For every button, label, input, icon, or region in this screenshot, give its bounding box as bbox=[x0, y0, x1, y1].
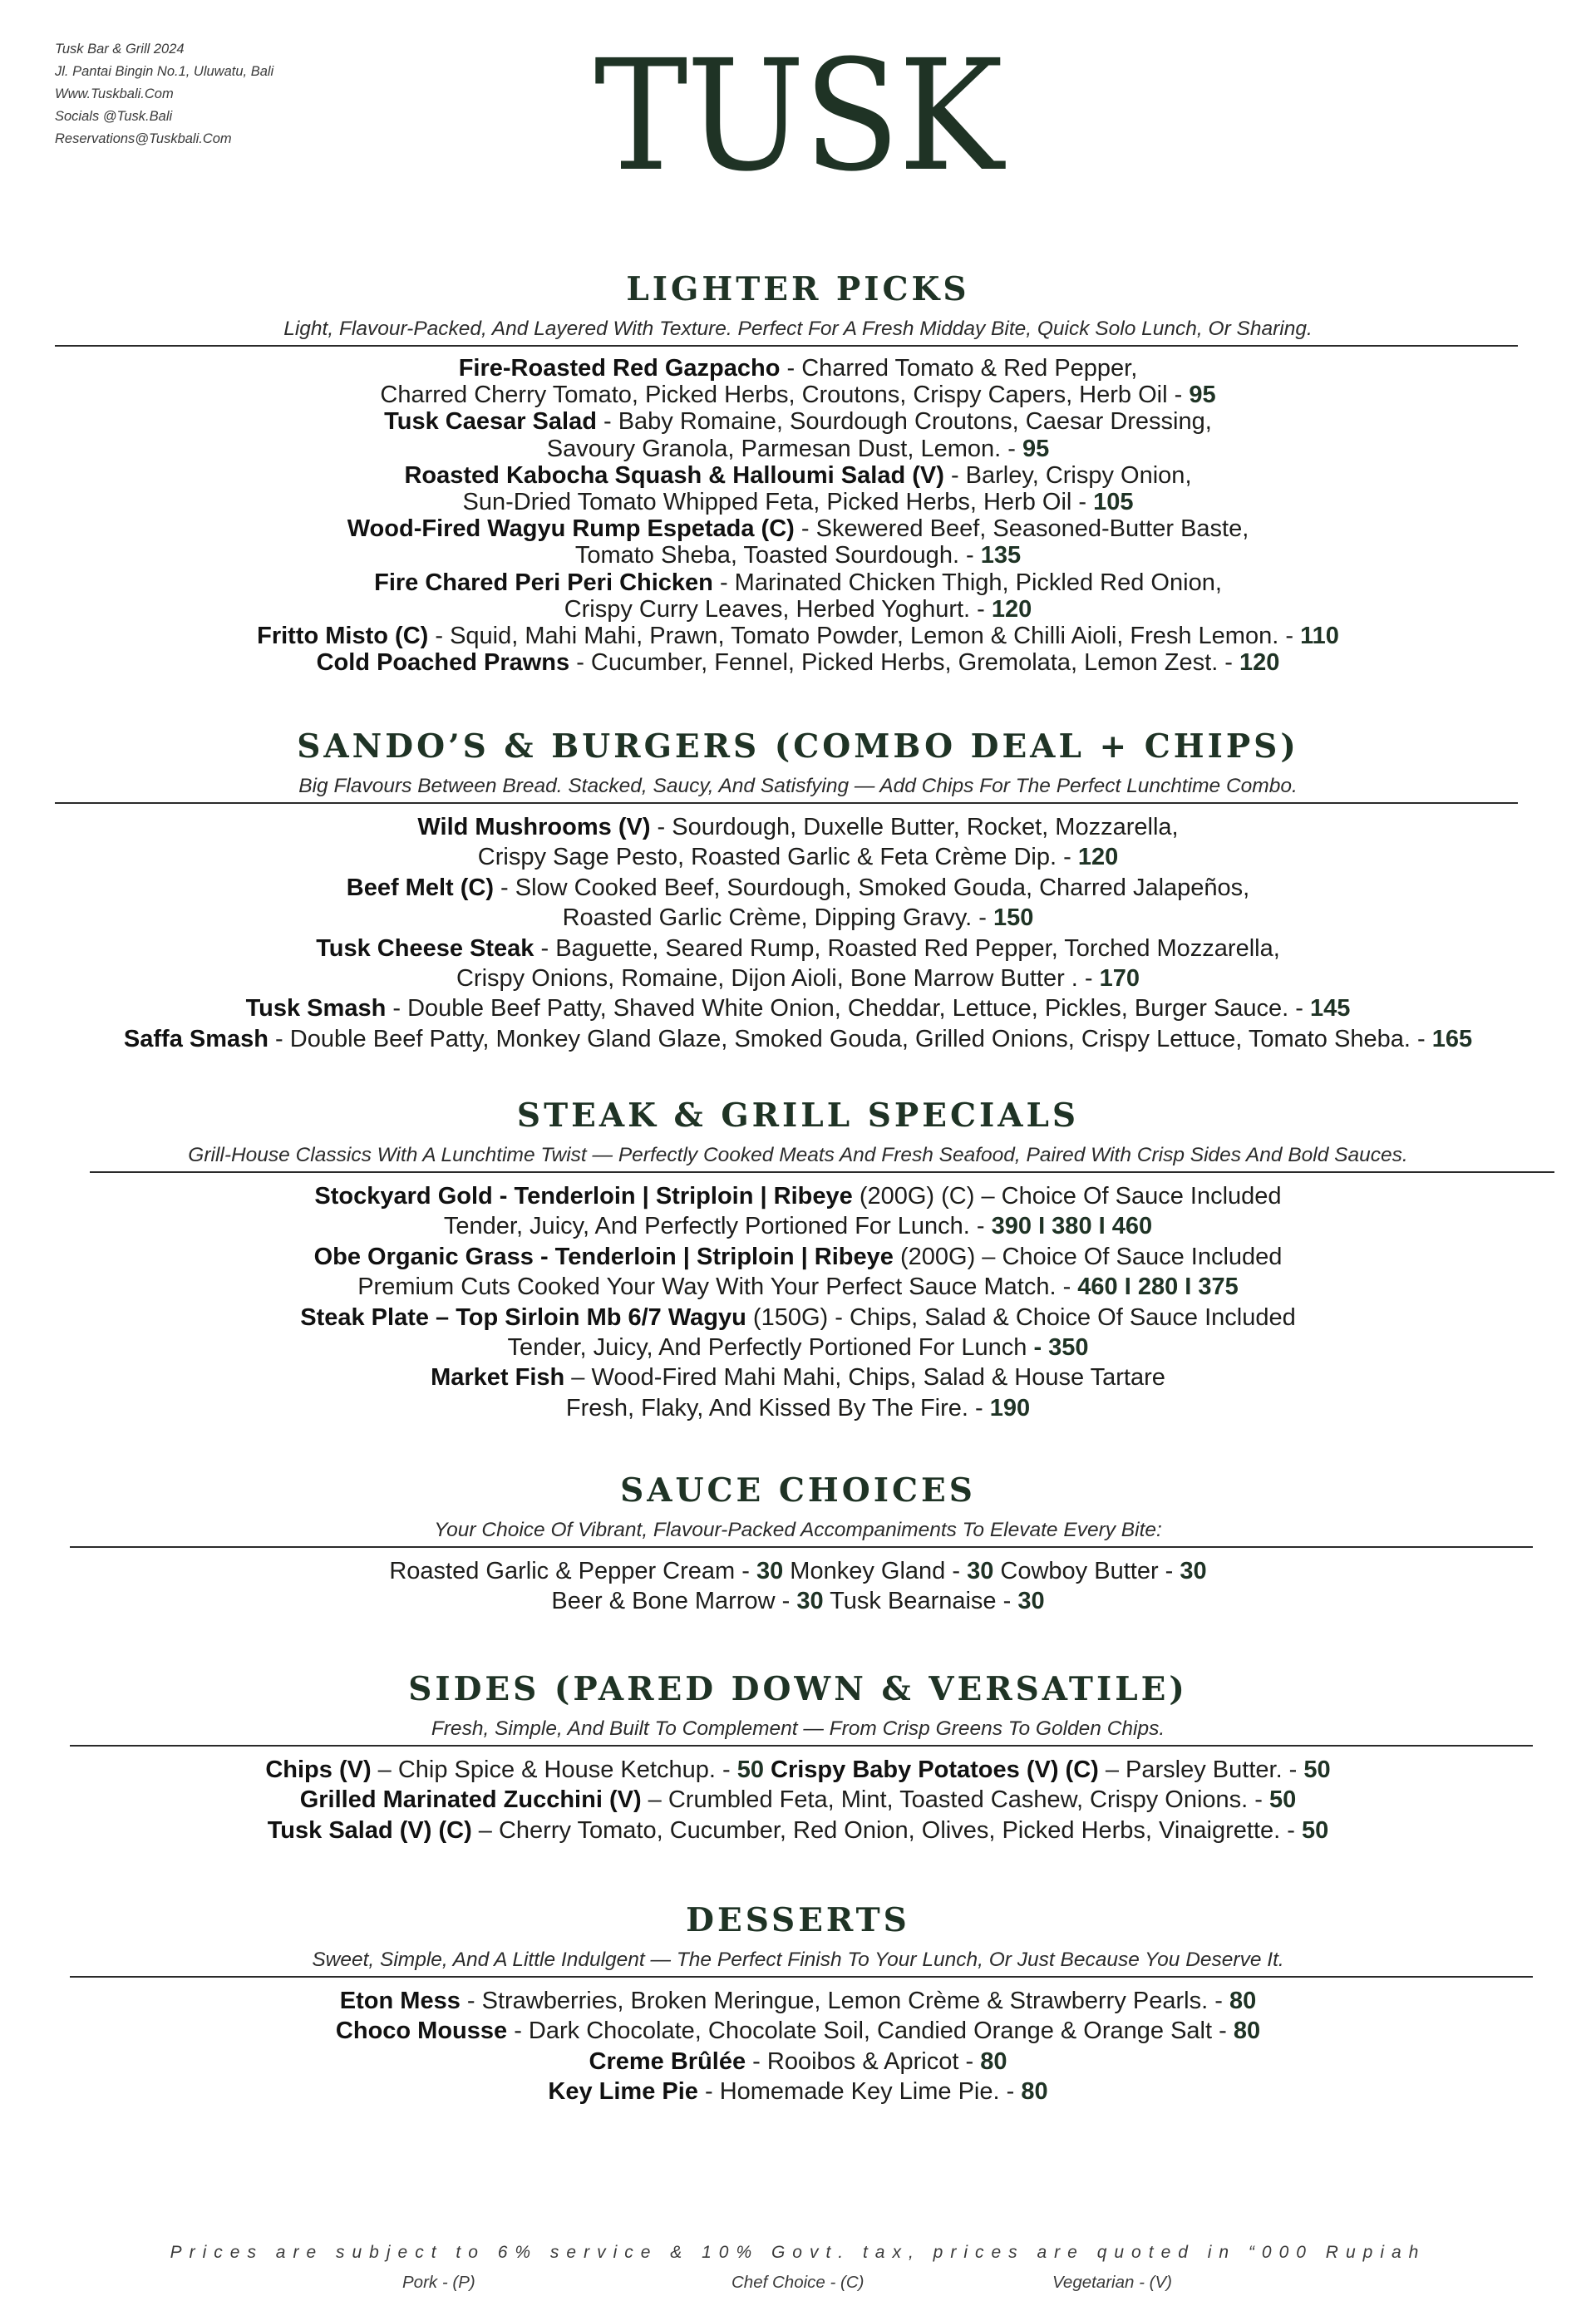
section-subtitle: Big Flavours Between Bread. Stacked, Saucy, And Satisfying — Add Chips For The Perfect Lunchtime Combo. bbox=[298, 775, 1298, 797]
item-price: 170 bbox=[1099, 965, 1140, 993]
item-name: Fire Chared Peri Peri Chicken bbox=[374, 569, 713, 596]
menu-line bbox=[0, 1816, 1596, 1845]
menu-line bbox=[0, 1362, 1596, 1392]
item-name: Chips (V) bbox=[265, 1757, 372, 1783]
item-name: Wood-Fired Wagyu Rump Espetada (C) bbox=[347, 515, 795, 543]
item-description: Roasted Garlic Crème, Dipping Gravy. - bbox=[562, 904, 993, 932]
divider bbox=[70, 1546, 1533, 1548]
item-price: 460 I 280 I 375 bbox=[1077, 1274, 1239, 1301]
item-price: - 350 bbox=[1033, 1334, 1089, 1362]
item-description: Charred Cherry Tomato, Picked Herbs, Croutons, Crispy Capers, Herb Oil - bbox=[380, 382, 1190, 409]
menu-line bbox=[0, 2016, 1596, 2046]
item-description: – Crumbled Feta, Mint, Toasted Cashew, Crispy Onions. - bbox=[641, 1786, 1269, 1814]
menu-line bbox=[0, 515, 1596, 542]
info-line: Jl. Pantai Bingin No.1, Uluwatu, Bali bbox=[55, 64, 274, 79]
item-name: Steak Plate – Top Sirloin Mb 6/7 Wagyu bbox=[300, 1303, 746, 1331]
info-line: Socials @Tusk.Bali bbox=[55, 109, 173, 124]
item-price: 390 I 380 I 460 bbox=[991, 1213, 1153, 1240]
section-sauce-choices bbox=[0, 1471, 1596, 1617]
item-description: - Baguette, Seared Rump, Roasted Red Pepper, Torched Mozzarella, bbox=[534, 934, 1280, 962]
legend-chef-choice: Chef Choice - (C) bbox=[732, 2273, 864, 2292]
item-description: - Baby Romaine, Sourdough Croutons, Caesar Dressing, bbox=[596, 408, 1212, 436]
item-name: Choco Mousse bbox=[335, 2018, 508, 2045]
item-price: 150 bbox=[993, 904, 1034, 932]
item-name: Stockyard Gold - Tenderloin | Striploin | Ribeye bbox=[314, 1183, 853, 1210]
section-title: SAUCE CHOICES bbox=[620, 1471, 976, 1510]
logo: TUSK bbox=[594, 27, 1002, 205]
menu-line bbox=[0, 842, 1596, 872]
menu-line bbox=[0, 1333, 1596, 1362]
item-name: Saffa Smash bbox=[123, 1025, 268, 1052]
section-subtitle: Your Choice Of Vibrant, Flavour-Packed Accompaniments To Elevate Every Bite: bbox=[434, 1519, 1162, 1541]
item-name: Obe Organic Grass - Tenderloin | Striploin | Ribeye bbox=[313, 1243, 894, 1270]
item-description: - Marinated Chicken Thigh, Pickled Red Onion, bbox=[712, 569, 1222, 596]
item-description: Tomato Sheba, Toasted Sourdough. - bbox=[574, 542, 981, 569]
item-name: Tusk Salad (V) (C) bbox=[267, 1816, 472, 1844]
item-price: 50 bbox=[736, 1757, 764, 1783]
item-description: Sun-Dried Tomato Whipped Feta, Picked Herbs, Herb Oil - bbox=[462, 489, 1094, 516]
divider bbox=[70, 1976, 1533, 1978]
item-name: Creme Brûlée bbox=[589, 2047, 746, 2075]
menu-line bbox=[0, 623, 1596, 649]
menu-line bbox=[0, 1556, 1596, 1586]
item-description: Roasted Garlic & Pepper Cream - bbox=[389, 1558, 756, 1584]
divider bbox=[90, 1171, 1554, 1173]
section-subtitle: Sweet, Simple, And A Little Indulgent — The Perfect Finish To Your Lunch, Or Just Because You Deserve It. bbox=[312, 1949, 1284, 1971]
menu-items bbox=[0, 812, 1596, 1054]
info-line: Www.Tuskbali.Com bbox=[55, 86, 174, 101]
menu-line bbox=[0, 1024, 1596, 1054]
item-name: Roasted Kabocha Squash & Halloumi Salad (V) bbox=[404, 461, 944, 489]
section-lighter-picks bbox=[0, 269, 1596, 676]
item-name: Eton Mess bbox=[339, 1988, 461, 2014]
price-note: Prices are subject to 6% service & 10% Govt. tax, prices are quoted in “000 Rupiah bbox=[170, 2243, 1426, 2262]
menu-line bbox=[0, 1785, 1596, 1815]
menu-items bbox=[0, 1181, 1596, 1423]
menu-line bbox=[0, 2047, 1596, 2077]
menu-line bbox=[0, 649, 1596, 676]
menu-line bbox=[0, 355, 1596, 382]
item-description: Tusk Bearnaise - bbox=[823, 1588, 1018, 1615]
divider bbox=[55, 345, 1518, 347]
menu-line bbox=[0, 489, 1596, 515]
item-description: – Chip Spice & House Ketchup. - bbox=[371, 1757, 737, 1783]
menu-line bbox=[0, 812, 1596, 842]
menu-line bbox=[0, 462, 1596, 489]
section-sides bbox=[0, 1669, 1596, 1845]
item-description: Savoury Granola, Parmesan Dust, Lemon. - bbox=[546, 435, 1022, 462]
menu-items bbox=[0, 355, 1596, 676]
item-description: – Parsley Butter. - bbox=[1098, 1757, 1304, 1783]
item-price: 50 bbox=[1269, 1786, 1297, 1814]
item-price: 190 bbox=[989, 1394, 1031, 1421]
item-price: 80 bbox=[980, 2047, 1007, 2075]
info-line: Tusk Bar & Grill 2024 bbox=[55, 42, 185, 57]
item-description: - Cucumber, Fennel, Picked Herbs, Gremolata, Lemon Zest. - bbox=[569, 649, 1240, 677]
divider bbox=[55, 802, 1518, 804]
menu-line bbox=[0, 1272, 1596, 1302]
item-description: Cowboy Butter - bbox=[993, 1558, 1180, 1584]
item-description: Beer & Bone Marrow - bbox=[551, 1588, 797, 1615]
item-price: 95 bbox=[1189, 382, 1216, 409]
item-description: (150G) - Chips, Salad & Choice Of Sauce Included bbox=[746, 1303, 1296, 1331]
item-name: Tusk Caesar Salad bbox=[384, 408, 597, 436]
item-description: - Rooibos & Apricot - bbox=[746, 2047, 981, 2075]
item-price: 120 bbox=[1239, 649, 1280, 677]
menu-line bbox=[0, 1242, 1596, 1272]
item-price: 50 bbox=[1301, 1816, 1329, 1844]
item-description: – Wood-Fired Mahi Mahi, Chips, Salad & House Tartare bbox=[564, 1364, 1165, 1392]
item-name: Key Lime Pie bbox=[548, 2078, 698, 2106]
menu-line bbox=[0, 1586, 1596, 1616]
item-description: Tender, Juicy, And Perfectly Portioned For Lunch. - bbox=[443, 1213, 992, 1240]
item-name: Cold Poached Prawns bbox=[316, 649, 570, 677]
item-price: 30 bbox=[1017, 1588, 1045, 1615]
item-name: Tusk Cheese Steak bbox=[316, 934, 534, 962]
item-price: 50 bbox=[1303, 1757, 1331, 1783]
menu-line bbox=[0, 436, 1596, 462]
info-line: Reservations@Tuskbali.Com bbox=[55, 131, 232, 146]
section-steak-grill bbox=[0, 1096, 1596, 1423]
section-desserts bbox=[0, 1900, 1596, 2107]
section-subtitle: Grill-House Classics With A Lunchtime Twist — Perfectly Cooked Meats And Fresh Seafood, Paired With Crisp Sides And Bold Sauces. bbox=[188, 1144, 1408, 1166]
item-price: 145 bbox=[1310, 995, 1351, 1022]
item-description: (200G) (C) – Choice Of Sauce Included bbox=[852, 1183, 1282, 1210]
item-description: - Sourdough, Duxelle Butter, Rocket, Mozzarella, bbox=[650, 814, 1179, 840]
menu-line bbox=[0, 1986, 1596, 2016]
menu-line bbox=[0, 1211, 1596, 1241]
item-name: Tusk Smash bbox=[245, 995, 387, 1022]
item-price: 30 bbox=[796, 1588, 824, 1615]
item-price: 105 bbox=[1093, 489, 1134, 516]
legend-vegetarian: Vegetarian - (V) bbox=[1052, 2273, 1172, 2292]
item-description: Tender, Juicy, And Perfectly Portioned For Lunch bbox=[507, 1334, 1034, 1362]
menu-items bbox=[0, 1986, 1596, 2107]
item-price: 30 bbox=[756, 1558, 784, 1584]
section-subtitle: Fresh, Simple, And Built To Complement — From Crisp Greens To Golden Chips. bbox=[431, 1717, 1165, 1740]
item-price: 80 bbox=[1233, 2018, 1261, 2045]
item-description: - Dark Chocolate, Chocolate Soil, Candied Orange & Orange Salt - bbox=[507, 2018, 1234, 2045]
item-price: 30 bbox=[1180, 1558, 1207, 1584]
item-name: Market Fish bbox=[431, 1364, 565, 1392]
section-title: STEAK & GRILL SPECIALS bbox=[516, 1096, 1080, 1135]
menu-line bbox=[0, 903, 1596, 933]
item-price: 120 bbox=[1077, 844, 1119, 871]
menu-items bbox=[0, 1556, 1596, 1617]
item-price: 110 bbox=[1300, 623, 1339, 650]
item-name: Wild Mushrooms (V) bbox=[417, 814, 651, 840]
menu-line bbox=[0, 1303, 1596, 1333]
item-price: 95 bbox=[1022, 435, 1050, 462]
menu-line bbox=[0, 1755, 1596, 1785]
section-subtitle: Light, Flavour-Packed, And Layered With Texture. Perfect For A Fresh Midday Bite, Quick Solo Lunch, Or Sharing. bbox=[283, 318, 1313, 340]
item-name: Fritto Misto (C) bbox=[257, 623, 429, 650]
section-title: DESSERTS bbox=[686, 1901, 910, 1939]
item-name: Crispy Baby Potatoes (V) (C) bbox=[763, 1757, 1099, 1783]
item-description: - Barley, Crispy Onion, bbox=[943, 461, 1192, 489]
section-title: SIDES (PARED DOWN & VERSATILE) bbox=[408, 1670, 1188, 1708]
item-description: - Skewered Beef, Seasoned-Butter Baste, bbox=[794, 515, 1249, 543]
menu-line bbox=[0, 596, 1596, 623]
item-description: - Squid, Mahi Mahi, Prawn, Tomato Powder, Lemon & Chilli Aioli, Fresh Lemon. - bbox=[428, 623, 1301, 650]
menu-line bbox=[0, 408, 1596, 435]
legend-pork: Pork - (P) bbox=[402, 2273, 475, 2292]
menu-line bbox=[0, 963, 1596, 993]
section-sandos-burgers bbox=[0, 727, 1596, 1054]
section-title: SANDO’S & BURGERS (COMBO DEAL + CHIPS) bbox=[297, 727, 1299, 766]
item-price: 120 bbox=[991, 595, 1032, 623]
item-price: 30 bbox=[967, 1558, 994, 1584]
menu-line bbox=[0, 1393, 1596, 1423]
item-name: Grilled Marinated Zucchini (V) bbox=[299, 1786, 642, 1814]
item-description: - Homemade Key Lime Pie. - bbox=[697, 2078, 1022, 2106]
item-description: Fresh, Flaky, And Kissed By The Fire. - bbox=[565, 1394, 990, 1421]
item-name: Beef Melt (C) bbox=[346, 874, 494, 901]
item-description: – Cherry Tomato, Cucumber, Red Onion, Olives, Picked Herbs, Vinaigrette. - bbox=[471, 1816, 1302, 1844]
item-description: (200G) – Choice Of Sauce Included bbox=[893, 1243, 1283, 1270]
item-description: - Slow Cooked Beef, Sourdough, Smoked Gouda, Charred Jalapeños, bbox=[494, 874, 1250, 901]
item-price: 165 bbox=[1431, 1025, 1473, 1052]
item-description: Premium Cuts Cooked Your Way With Your Perfect Sauce Match. - bbox=[357, 1274, 1078, 1301]
item-description: Crispy Curry Leaves, Herbed Yoghurt. - bbox=[564, 595, 992, 623]
menu-line bbox=[0, 382, 1596, 408]
menu-line bbox=[0, 934, 1596, 963]
menu-line bbox=[0, 2077, 1596, 2106]
item-description: - Charred Tomato & Red Pepper, bbox=[780, 355, 1138, 382]
menu-line bbox=[0, 542, 1596, 569]
item-description: Crispy Sage Pesto, Roasted Garlic & Feta Crème Dip. - bbox=[477, 844, 1078, 871]
item-price: 80 bbox=[1021, 2078, 1048, 2106]
item-description: Monkey Gland - bbox=[783, 1558, 968, 1584]
item-name: Fire-Roasted Red Gazpacho bbox=[458, 355, 781, 382]
item-price: 80 bbox=[1229, 1988, 1257, 2014]
menu-line bbox=[0, 993, 1596, 1023]
divider bbox=[70, 1745, 1533, 1747]
menu-line bbox=[0, 1181, 1596, 1211]
section-title: LIGHTER PICKS bbox=[626, 270, 970, 308]
item-description: - Double Beef Patty, Shaved White Onion, Cheddar, Lettuce, Pickles, Burger Sauce. - bbox=[386, 995, 1311, 1022]
menu-items bbox=[0, 1755, 1596, 1845]
menu-line bbox=[0, 873, 1596, 903]
item-price: 135 bbox=[980, 542, 1022, 569]
item-description: - Double Beef Patty, Monkey Gland Glaze, Smoked Gouda, Grilled Onions, Crispy Lettuce, Tomato Sheba. - bbox=[268, 1025, 1432, 1052]
menu-line bbox=[0, 569, 1596, 596]
item-description: - Strawberries, Broken Meringue, Lemon Crème & Strawberry Pearls. - bbox=[460, 1988, 1229, 2014]
item-description: Crispy Onions, Romaine, Dijon Aioli, Bone Marrow Butter . - bbox=[456, 965, 1100, 993]
